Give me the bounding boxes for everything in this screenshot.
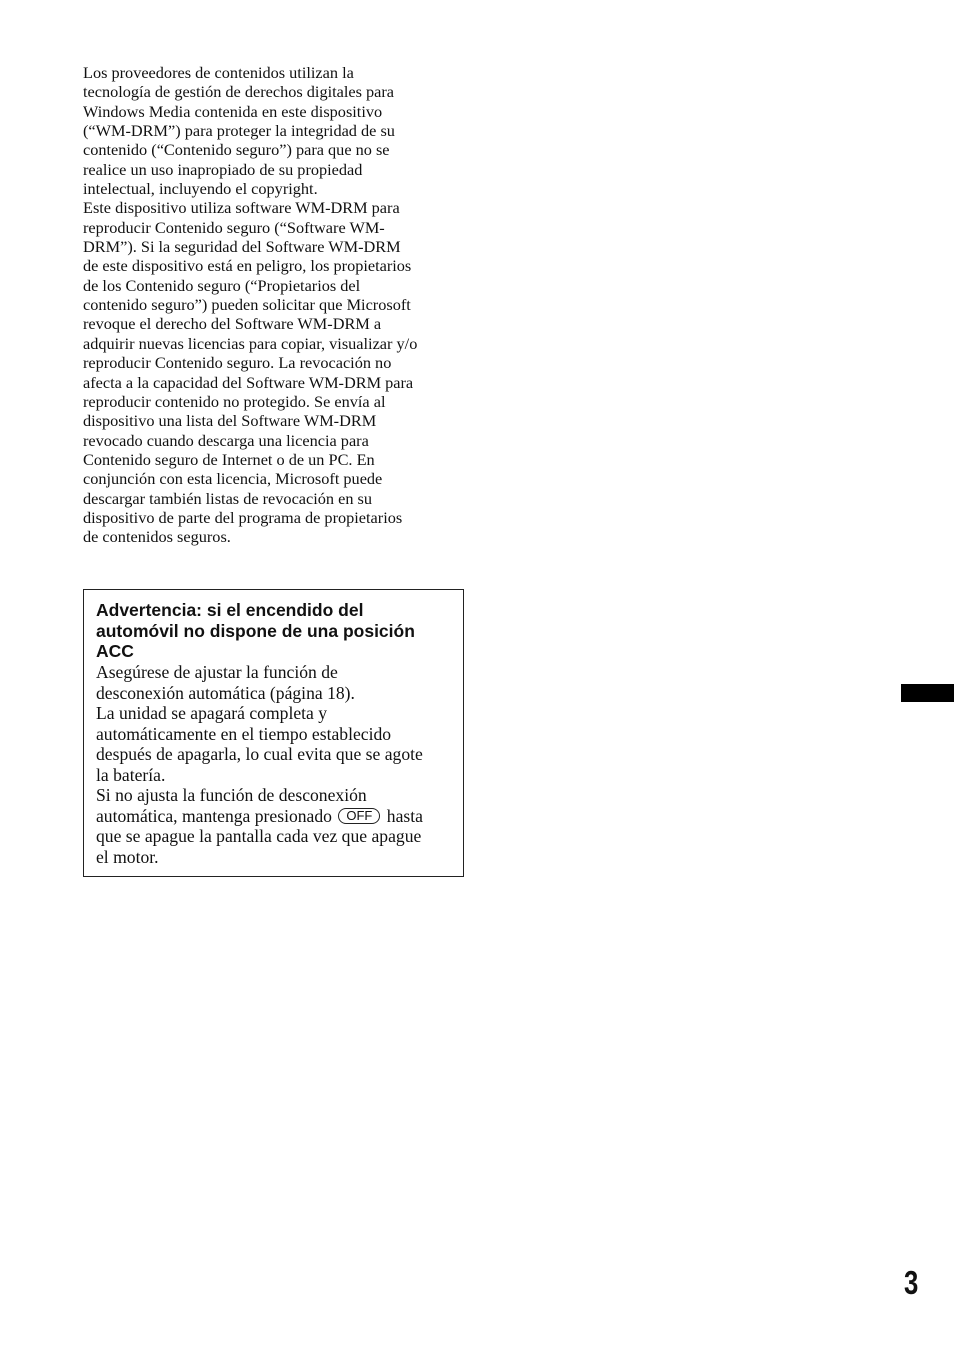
paragraph-line: intelectual, incluyendo el copyright.	[83, 179, 318, 199]
paragraph-line: Windows Media contenida en este dispositivo	[83, 101, 383, 121]
paragraph-line: reproducir Contenido seguro. La revocación no	[83, 353, 392, 373]
warning-key-line	[96, 806, 423, 827]
paragraph-line: reproducir Contenido seguro (“Software WM-	[83, 217, 385, 237]
warning-body-line: desconexión automática (página 18).	[96, 682, 355, 703]
paragraph-line: reproducir contenido no protegido. Se envía al	[83, 391, 386, 411]
warning-title-line: Advertencia: si el encendido del	[96, 600, 364, 620]
key-line-before: automática, mantenga presionado	[96, 805, 332, 826]
paragraph-line: DRM”). Si la seguridad del Software WM-DRM	[83, 237, 401, 257]
paragraph-line: realice un uso inapropiado de su propiedad	[83, 159, 363, 179]
section-tab-marker	[901, 684, 954, 702]
warning-body-line: Asegúrese de ajustar la función de	[96, 662, 338, 682]
paragraph-line: afecta a la capacidad del Software WM-DRM para	[83, 372, 414, 392]
off-key-badge: OFF	[338, 808, 380, 824]
warning-title	[96, 600, 415, 662]
warning-body-line: Si no ajusta la función de desconexión	[96, 785, 367, 805]
paragraph-line: conjunción con esta licencia, Microsoft puede	[83, 469, 383, 489]
warning-body-line: el motor.	[96, 846, 159, 867]
paragraph-line: dispositivo de parte del programa de propietarios	[83, 507, 403, 527]
warning-body-line: que se apague la pantalla cada vez que apague	[96, 826, 422, 846]
paragraph-line: contenido (“Contenido seguro”) para que no se	[83, 140, 390, 160]
paragraph-line: revocado cuando descarga una licencia para	[83, 430, 369, 450]
page-number: 3	[904, 1264, 919, 1301]
paragraph-line: de este dispositivo está en peligro, los propietarios	[83, 256, 412, 276]
warning-title-line: automóvil no dispone de una posición	[96, 620, 415, 641]
paragraph-line: de contenidos seguros.	[83, 527, 231, 547]
paragraph-line: (“WM-DRM”) para proteger la integridad de su	[83, 121, 395, 141]
warning-body-line: La unidad se apagará completa y	[96, 703, 328, 723]
paragraph-line: Los proveedores de contenidos utilizan la	[83, 63, 354, 82]
paragraph-line: de los Contenido seguro (“Propietarios del	[83, 275, 361, 295]
key-line-after: hasta	[386, 805, 423, 826]
paragraph-line: tecnología de gestión de derechos digitales para	[83, 82, 395, 102]
paragraph-line: Contenido seguro de Internet o de un PC. En	[83, 449, 375, 469]
paragraph-line: adquirir nuevas licencias para copiar, visualizar y/o	[83, 333, 418, 353]
paragraph-line: revoque el derecho del Software WM-DRM a	[83, 314, 382, 334]
warning-title-line: ACC	[96, 641, 134, 662]
warning-box	[83, 589, 464, 877]
paragraph-line: descargar también listas de revocación en su	[83, 488, 373, 508]
paragraph-line: Este dispositivo utiliza software WM-DRM para	[83, 198, 400, 218]
warning-body-line: automáticamente en el tiempo establecido	[96, 723, 392, 744]
warning-body	[96, 662, 423, 867]
warning-body-line: la batería.	[96, 764, 166, 785]
paragraph-line: contenido seguro”) pueden solicitar que Microsoft	[83, 295, 411, 315]
paragraph-line: dispositivo una lista del Software WM-DRM	[83, 411, 377, 431]
warning-body-line: después de apagarla, lo cual evita que se agote	[96, 744, 423, 764]
main-paragraph	[83, 63, 463, 547]
